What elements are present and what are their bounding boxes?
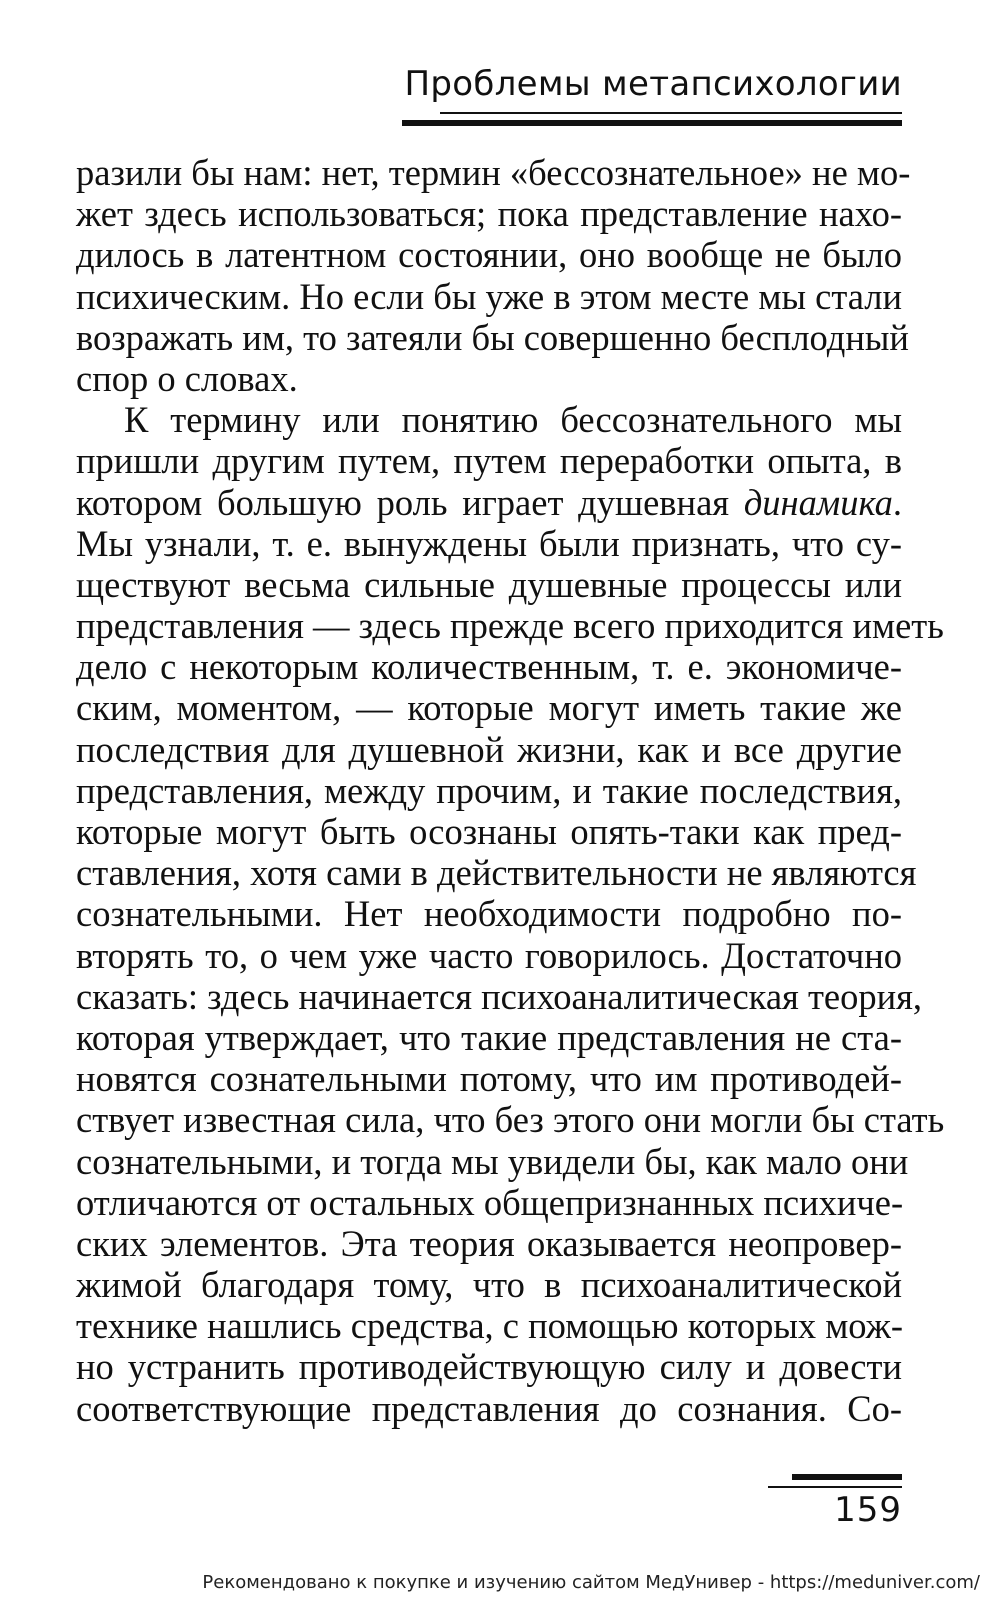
text-line: сознательными, и тогда мы увидели бы, как мало они [76,1140,909,1182]
text-line: сказать: здесь начинается психоаналитическая теория, [76,975,923,1017]
text-line: сознательными. Нет необходимости подробно по- [76,893,902,935]
text-line: Мы узнали, т. е. вынуждены были признать, что су- [76,522,902,564]
text-line: дилось в латентном состоянии, оно вообще не было [76,234,902,276]
running-head-title: Проблемы метапсихологии [404,64,902,104]
text-line: отличаются от остальных общепризнанных психиче- [76,1181,904,1223]
text-line: ским, моментом, — которые могут иметь такие же [76,687,902,729]
text-line: которая утверждает, что такие представления не ста- [76,1016,902,1058]
page-number: 159 [834,1490,902,1530]
text-line: соответствующие представления до сознания. Со- [76,1387,902,1429]
text-line: ствует известная сила, что без этого они могли бы стать [76,1099,945,1141]
text-line: но устранить противодействующую силу и довести [76,1346,902,1388]
text-line: жет здесь использоваться; пока представление нахо- [76,193,902,235]
text-line: вторять то, о чем уже часто говорилось. Достаточно [76,934,902,976]
footer-rule-thick [792,1474,902,1480]
text-line: ставления, хотя сами в действительности не являются [76,852,917,894]
text-line-with-italic [76,482,902,523]
footer-rule-thin [768,1486,902,1488]
text-line: ществуют весьма сильные душевные процессы или [76,563,902,605]
text-line: новятся сознательными потому, что им противодей- [76,1058,902,1100]
text-line: возражать им, то затеяли бы совершенно бесплодный [76,316,909,358]
paragraph-first-line: К термину или понятию бессознательного мы [124,399,902,441]
text-line: спор о словах. [76,357,298,399]
text-line: психическим. Но если бы уже в этом месте мы стали [76,275,902,317]
text-line: представления, между прочим, и такие последствия, [76,769,902,811]
italic-term: динамика [743,481,893,523]
text-line: представления — здесь прежде всего приходится иметь [76,605,944,647]
body-text [76,152,945,1429]
text-line: последствия для душевной жизни, как и все другие [76,728,902,770]
header-rule-thin [440,112,902,114]
text-line: ских элементов. Эта теория оказывается неопровер- [76,1222,902,1264]
watermark-text: Рекомендовано к покупке и изучению сайтом МедУнивер - https://meduniver.com/ [202,1572,980,1593]
text-span: . [892,481,902,523]
text-span: котором большую роль играет душевная [76,481,744,523]
text-line: пришли другим путем, путем переработки опыта, в [76,440,902,482]
text-line: технике нашлись средства, с помощью которых мож- [76,1305,904,1347]
text-line: которые могут быть осознаны опять-таки как пред- [76,811,902,852]
text-line: жимой благодаря тому, что в психоаналитической [76,1264,902,1306]
header-rule-thick [402,120,902,126]
text-line: дело с некоторым количественным, т. е. экономиче- [76,646,902,688]
text-line: разили бы нам: нет, термин «бессознательное» не мо- [76,152,911,193]
